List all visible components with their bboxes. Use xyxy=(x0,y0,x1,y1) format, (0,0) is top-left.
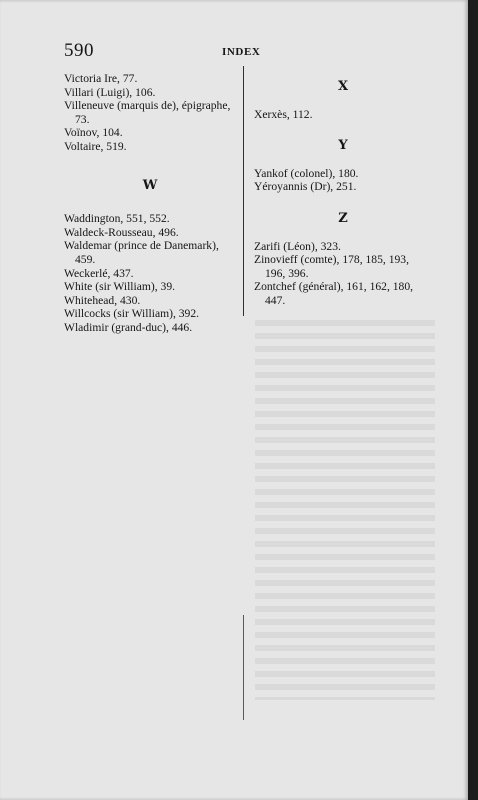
column-divider-lower xyxy=(243,615,244,720)
index-entry: Voïnov, 104. xyxy=(64,126,123,140)
running-head: INDEX xyxy=(222,46,261,58)
index-entry: Waldeck-Rousseau, 496. xyxy=(64,225,179,239)
index-entry: Yéroyannis (Dr), 251. xyxy=(254,180,357,194)
index-entry: Xerxès, 112. xyxy=(254,107,313,121)
index-entry: Waddington, 551, 552. xyxy=(64,212,170,226)
section-letter-w: W xyxy=(142,177,158,193)
index-entry: Willcocks (sir William), 392. xyxy=(64,307,200,321)
index-entry: Villari (Luigi), 106. xyxy=(64,85,156,99)
section-letter-z: Z xyxy=(338,210,348,226)
page-number: 590 xyxy=(64,40,94,61)
show-through-text xyxy=(255,320,435,700)
left-column xyxy=(64,72,236,335)
index-entry: Wladimir (grand-duc), 446. xyxy=(64,320,193,334)
section-letter-y: Y xyxy=(338,138,348,154)
index-entry: Zinovieff (comte), 178, 185, 193, 196, 396. xyxy=(254,253,409,280)
index-entry: Weckerlé, 437. xyxy=(64,266,134,280)
index-entry: Waldemar (prince de Danemark), 459. xyxy=(64,239,219,266)
index-entry: Zontchef (général), 161, 162, 180, 447. xyxy=(254,280,414,307)
column-divider xyxy=(243,66,244,316)
index-entry: White (sir William), 39. xyxy=(64,280,176,294)
index-entry: Whitehead, 430. xyxy=(64,293,141,307)
right-column xyxy=(254,80,432,308)
index-entry: Victoria Ire, 77. xyxy=(64,72,138,85)
section-letter-x: X xyxy=(337,79,349,94)
index-entry: Villeneuve (marquis de), épigraphe, 73. xyxy=(64,99,231,126)
index-entry: Zarifi (Léon), 323. xyxy=(254,239,341,253)
page-edge xyxy=(468,0,478,800)
index-entry: Yankof (colonel), 180. xyxy=(254,166,359,180)
index-entry: Voltaire, 519. xyxy=(64,139,127,153)
